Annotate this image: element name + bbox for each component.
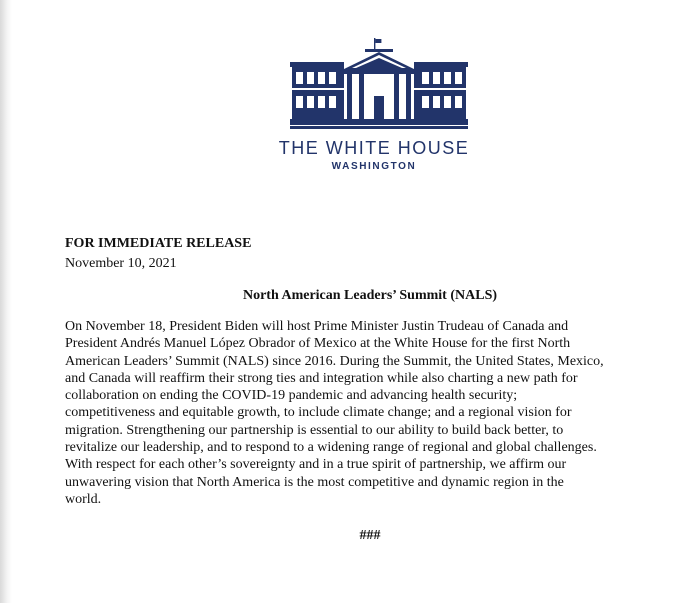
body-line: American Leaders’ Summit (NALS) since 2016. During the Summit, the United States, Mexico, (65, 353, 604, 369)
org-name: THE WHITE HOUSE (278, 138, 470, 158)
body-line: world. (65, 491, 102, 507)
body-line: President Andrés Manuel López Obrador of Mexico at the White House for the first North (65, 336, 571, 352)
end-mark: ### (359, 528, 381, 543)
body-line: With respect for each other’s sovereignty and in a true spirit of partnership, we affirm our (65, 457, 567, 473)
body-line: On November 18, President Biden will host Prime Minister Justin Trudeau of Canada and (65, 319, 569, 334)
body-paragraph (65, 318, 700, 508)
release-label: FOR IMMEDIATE RELEASE (65, 236, 252, 251)
body-line: migration. Strengthening our partnership is essential to our ability to build back better, to (65, 422, 564, 438)
white-house-building-icon (290, 38, 468, 130)
body-line: revitalize our leadership, and to respond to a widening range of regional and global challenges. (65, 440, 597, 456)
org-location: WASHINGTON (331, 161, 417, 172)
body-line: and Canada will reaffirm their strong ties and integration while also charting a new path for (65, 370, 578, 386)
release-date: November 10, 2021 (65, 256, 177, 271)
document-title: North American Leaders’ Summit (NALS) (242, 288, 498, 303)
body-line: competitiveness and equitable growth, to include climate change; and a regional vision for (65, 405, 572, 421)
body-line: collaboration on ending the COVID-19 pandemic and advancing health security; (65, 388, 518, 404)
body-line: unwavering vision that North America is the most competitive and dynamic region in the (65, 474, 564, 490)
